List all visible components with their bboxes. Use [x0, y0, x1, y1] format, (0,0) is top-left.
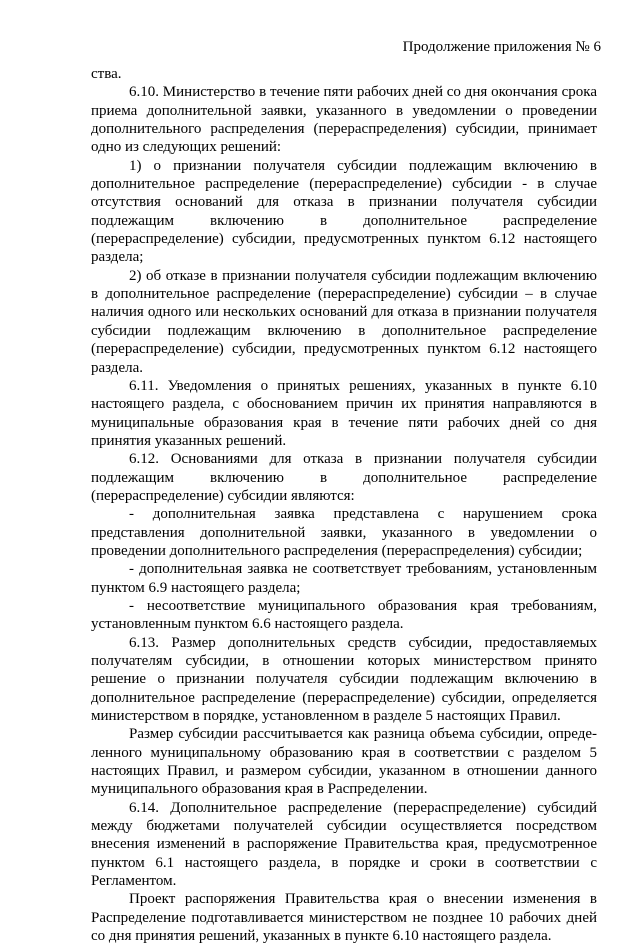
paragraph-6-11: 6.11. Уведомления о принятых решениях, указанных в пункте 6.10 настоящего раздела, с обоснованием причин их принятия направляются в муниципальные образования края в течение пяти рабочих дней со дня принятия указанных решений. — [91, 377, 597, 449]
paragraph-6-12: 6.12. Основаниями для отказа в признании получателя субсидии подлежащим включению в дополнительное распределение (перераспределение) субсидии являются: — [91, 451, 597, 504]
paragraph-6-13-calculation: Размер субсидии рассчитывается как разница объема субсидии, определенного муниципальному образованию края в соответствии с разделом 5 настоящих Правил, и размером субсидии, указанном в отношении данного муниципального образования края в Распределении. — [91, 726, 597, 798]
paragraph-6-10: 6.10. Министерство в течение пяти рабочих дней со дня окончания срока приема дополнительной заявки, указанного в уведомлении о проведении дополнительного распределения (перераспределения) субсидии, принимает одно из следующих решений: — [91, 84, 597, 156]
paragraph-continuation: ства. — [91, 66, 122, 82]
paragraph-6-14-draft: Проект распоряжения Правительства края о внесении изменения в Распределение подготавливается министерством не позднее 10 рабочих дней со дня принятия решений, указанных в пункте 6.10 настоящего раздела. — [91, 891, 597, 945]
paragraph-6-10-item-2: 2) об отказе в признании получателя субсидии подлежащим включению в дополнительное распределение (перераспределение) субсидии – в случае наличия одного или нескольких оснований для отказа в признании получателя субсидии подлежащим включению в дополнительное распределение (перераспределение) субсидии, предусмотренных пунктом 6.12 настоящего раздела. — [91, 267, 597, 376]
document-body — [91, 65, 597, 946]
paragraph-6-12-item-3: - несоответствие муниципального образования края требованиям, установленным пунктом 6.6 настоящего раздела. — [91, 597, 597, 633]
paragraph-6-12-item-1: - дополнительная заявка представлена с нарушением срока представления дополнительной заявки, указанного в уведомлении о проведении дополнительного распределения (перераспределения) субсидии; — [91, 506, 597, 559]
page-header: Продолжение приложения № 6 — [402, 39, 601, 55]
paragraph-6-10-item-1: 1) о признании получателя субсидии подлежащим включению в дополнительное распределение (перераспределение) субсидии - в случае отсутствия оснований для отказа в признании получателя субсидии подлежащим включению в дополнительное распределение (перераспределение) субсидии, предусмотренных пунктом 6.12 настоящего раздела; — [91, 157, 597, 266]
paragraph-6-12-item-2: - дополнительная заявка не соответствует требованиям, установленным пунктом 6.9 настоящего раздела; — [91, 561, 597, 596]
paragraph-6-14: 6.14. Дополнительное распределение (перераспределение) субсидий между бюджетами получателей субсидии осуществляется посредством внесения изменений в распоряжение Правительства края, предусмотренное пунктом 6.1 настоящего раздела, в порядке и сроки в соответствии с Регламентом. — [91, 799, 597, 890]
paragraph-6-13: 6.13. Размер дополнительных средств субсидии, предоставляемых получателям субсидии, в отношении которых министерством принято решение о признании получателя субсидии подлежащим включению в дополнительное распределение (перераспределение) субсидии, определяется министерством в порядке, установленном в разделе 5 настоящих Правил. — [91, 634, 597, 725]
